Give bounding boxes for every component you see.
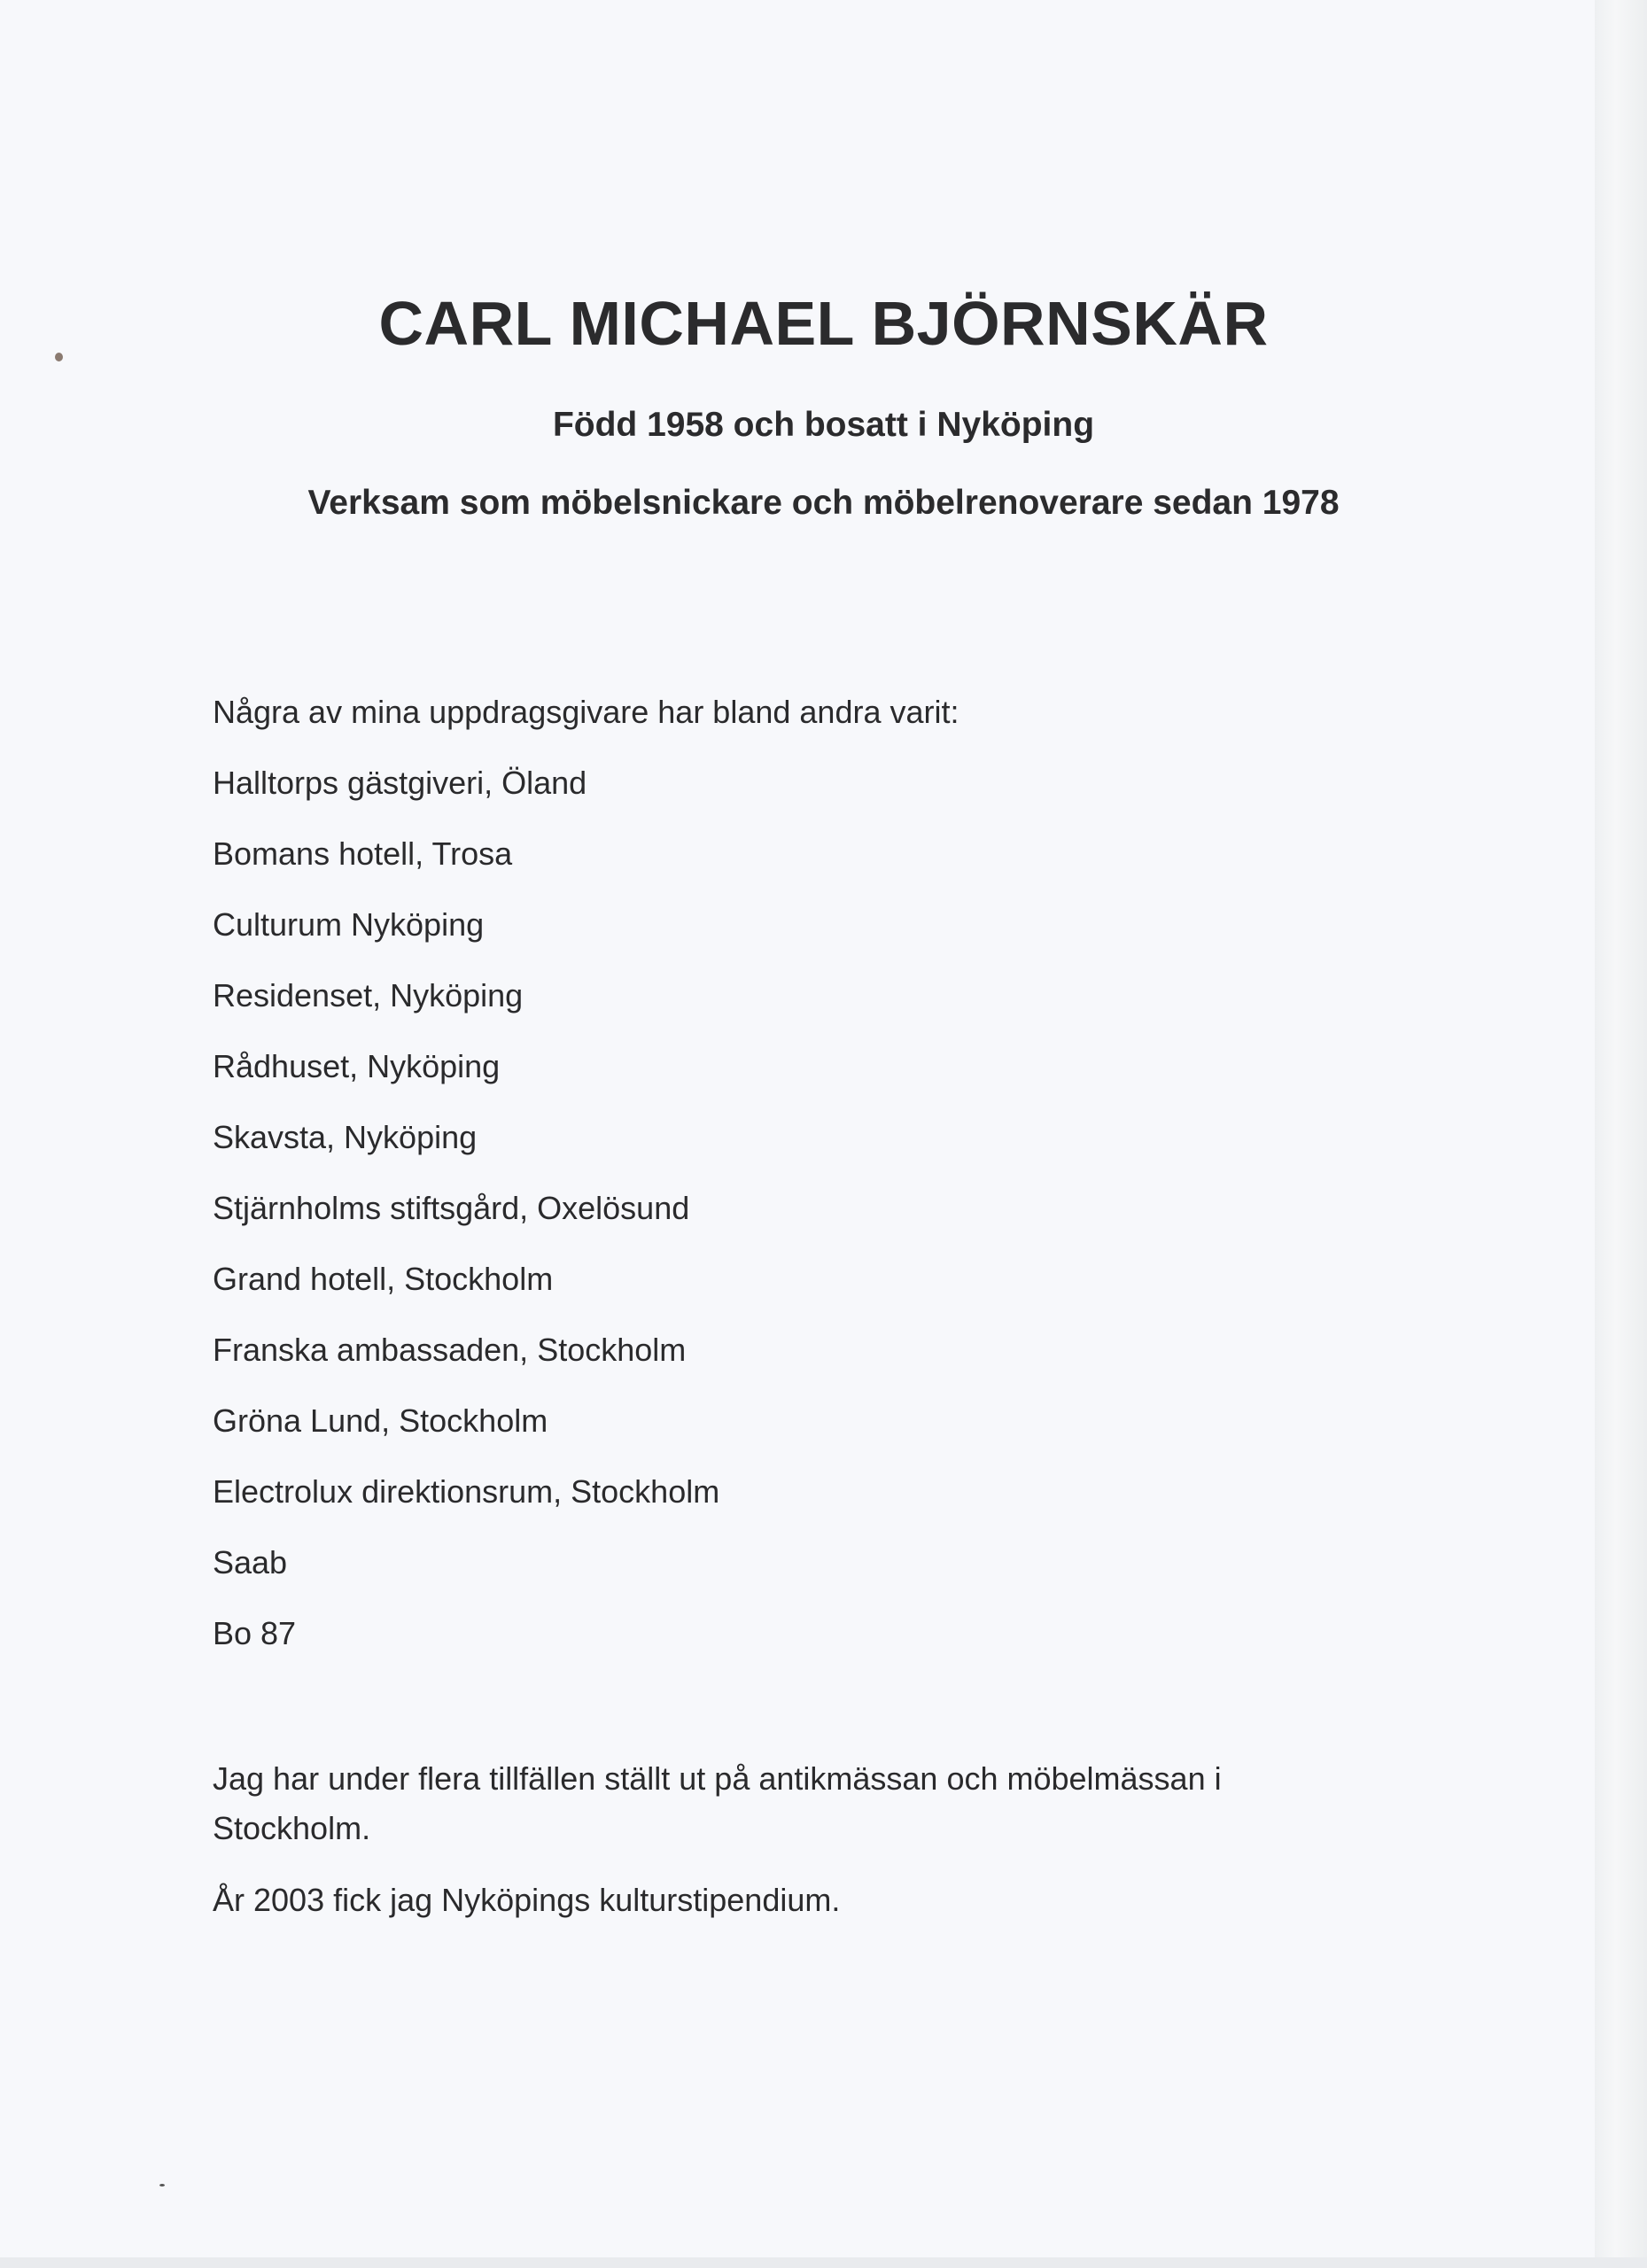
- list-item: Residenset, Nyköping: [213, 977, 524, 1014]
- clients-list: [213, 764, 719, 1685]
- list-item: Franska ambassaden, Stockholm: [213, 1332, 687, 1368]
- scan-bottom-edge: [0, 2257, 1647, 2268]
- list-item: Electrolux direktionsrum, Stockholm: [213, 1473, 720, 1510]
- list-item: Gröna Lund, Stockholm: [213, 1402, 548, 1439]
- award-paragraph: År 2003 fick jag Nyköpings kulturstipendium.: [213, 1882, 841, 1918]
- list-item: Grand hotell, Stockholm: [213, 1261, 554, 1297]
- exhibition-paragraph: Jag har under flera tillfällen ställt ut på antikmässan och möbelmässan i Stockholm.: [213, 1760, 1222, 1846]
- list-item: Bomans hotell, Trosa: [213, 835, 513, 872]
- list-item: Stjärnholms stiftsgård, Oxelösund: [213, 1190, 690, 1226]
- scan-edge: [1595, 0, 1647, 2268]
- clients-intro: Några av mina uppdragsgivare har bland andra varit:: [213, 694, 959, 730]
- birth-info: Född 1958 och bosatt i Nyköping: [552, 406, 1095, 444]
- document-title: CARL MICHAEL BJÖRNSKÄR: [378, 289, 1269, 358]
- list-item: Halltorps gästgiveri, Öland: [213, 765, 587, 801]
- list-item: Bo 87: [213, 1615, 297, 1651]
- list-item: Skavsta, Nyköping: [213, 1119, 478, 1155]
- list-item: Saab: [213, 1544, 288, 1581]
- profession-info: Verksam som möbelsnickare och möbelrenoverare sedan 1978: [307, 484, 1340, 522]
- list-item: Rådhuset, Nyköping: [213, 1048, 501, 1084]
- paper-speck: [55, 353, 63, 361]
- paper-speck: [159, 2184, 165, 2186]
- list-item: Culturum Nyköping: [213, 906, 485, 943]
